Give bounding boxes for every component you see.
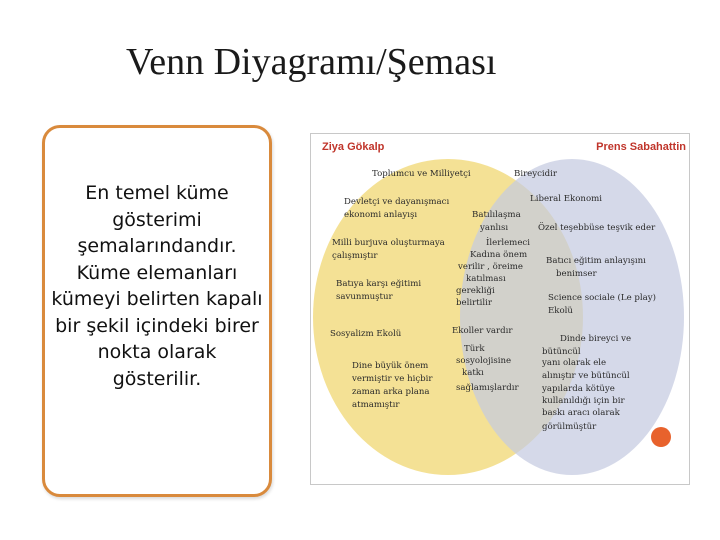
left-set-label: Ziya Gökalp [322,141,385,153]
venn-item-text: Ekoller vardır [452,326,513,336]
venn-item-text: Dinde bireyci ve [560,334,632,344]
venn-item-text: alınıştır ve bütüncül [542,371,630,381]
venn-item-text: ekonomi anlayışı [344,210,418,220]
venn-item-text: kullanıldığı için bir [542,396,625,406]
venn-item-text: Science sociale (Le play) [548,293,656,303]
venn-item-text: benimser [556,269,597,279]
venn-item-text: Bireycidir [514,169,558,179]
orange-accent-dot [651,427,671,447]
venn-item-text: belirtilir [456,298,492,308]
venn-item-text: baskı aracı olarak [542,408,620,418]
venn-item-text: Türk [464,344,485,354]
venn-item-text: sosyolojisine [456,356,512,366]
venn-item-text: Batılılaşma [472,210,521,220]
slide-title: Venn Diyagramı/Şeması [126,41,497,83]
venn-item-text: gerekliği [456,286,495,296]
venn-item-text: yapılarda kötüye [542,384,615,394]
venn-item-text: çalışmıştır [332,251,378,261]
venn-item-text: Batıya karşı eğitimi [336,279,422,289]
text-box [42,125,272,497]
venn-item-text: Toplumcu ve Milliyetçi [372,169,471,179]
venn-item-text: sağlamışlardır [456,383,519,393]
right-set-label: Prens Sabahattin [596,141,686,153]
venn-item-text: Milli burjuva oluşturmaya [332,238,445,248]
venn-item-text: görülmüştür [542,422,597,432]
venn-item-text: yanı olarak ele [542,358,607,368]
venn-item-text: Kadına önem [470,250,528,260]
venn-item-text: atmamıştır [352,400,400,410]
venn-item-text: vermiştir ve hiçbir [352,374,433,384]
venn-item-text: Dine büyük önem [352,361,429,371]
venn-item-text: yanlısı [480,223,509,233]
venn-item-text: verilir , öreime [458,262,523,272]
venn-item-text: Batıcı eğitim anlayışını [546,256,646,266]
venn-item-text: katkı [462,368,484,378]
venn-item-text: savunmuştur [336,292,393,302]
venn-diagram-image [310,133,690,485]
venn-item-text: Sosyalizm Ekolü [330,329,402,339]
venn-item-text: bütüncül [542,347,581,357]
venn-item-text: İlerlemeci [486,238,530,248]
venn-item-text: Özel teşebbüse teşvik eder [538,223,656,233]
venn-item-text: katılması [466,274,506,284]
venn-item-text: zaman arka plana [352,387,430,397]
venn-item-text: Devletçi ve dayanışmacı [344,197,450,207]
text-box-content: En temel küme gösterimi şemalarındandır. Küme elemanları kümeyi belirten kapalı bir şekil içindeki birer nokta olarak gösterilir. [51,182,263,390]
venn-item-text: Ekolü [548,306,573,316]
venn-item-text: Liberal Ekonomi [530,194,603,204]
